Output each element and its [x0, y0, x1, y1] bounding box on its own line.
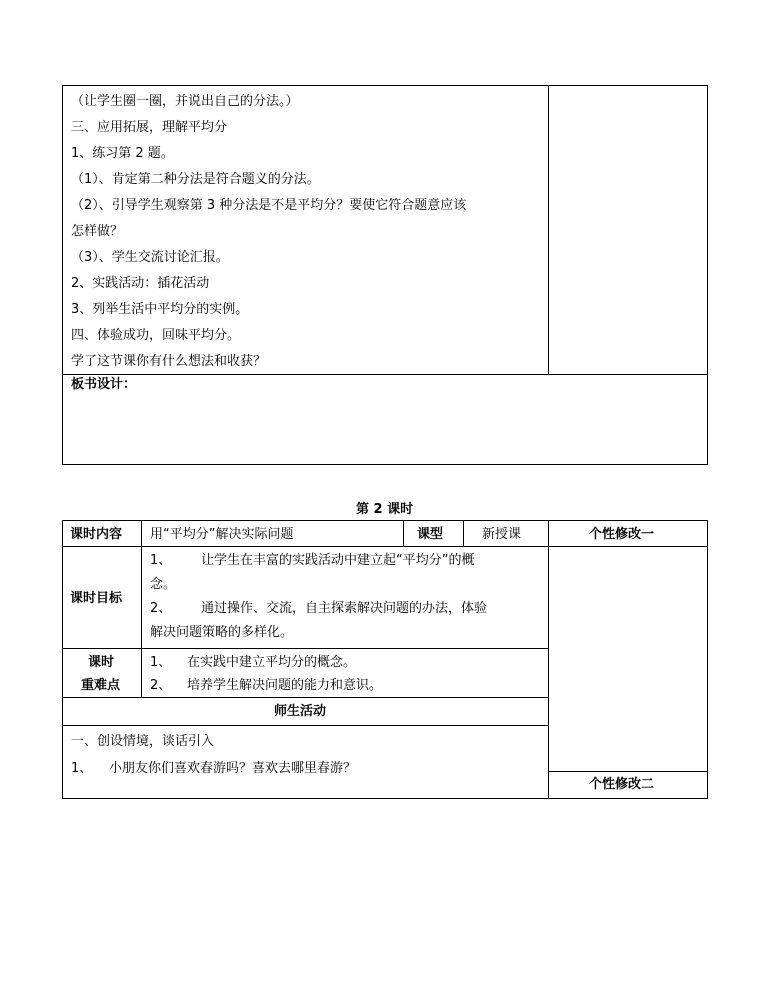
- key-2-text: 培养学生解决问题的能力和意识。: [187, 678, 383, 693]
- activity-item-num: 1、: [71, 761, 93, 776]
- section-title: 第 2 课时: [356, 502, 414, 517]
- text-line: （2）、引导学生观察第 3 种分法是不是平均分？要使它符合题意应该: [71, 198, 467, 213]
- board-design-label: 板书设计：: [71, 377, 137, 392]
- text-line: 3、列举生活中平均分的实例。: [71, 302, 249, 317]
- key-1-num: 1、: [150, 655, 172, 670]
- text-line: 三、应用拓展，理解平均分: [71, 120, 228, 135]
- key-points-label-1: 课时: [88, 655, 115, 670]
- key-2-num: 2、: [150, 678, 172, 693]
- goal-1-cont: 念。: [150, 577, 177, 592]
- text-line: 2、实践活动：插花活动: [71, 276, 210, 291]
- goal-2-num: 2、: [150, 601, 172, 616]
- personal-edit-2-label: 个性修改二: [589, 777, 655, 792]
- key-1-text: 在实践中建立平均分的概念。: [187, 655, 357, 670]
- activity-item-text: 小朋友你们喜欢春游吗？喜欢去哪里春游？: [109, 761, 357, 776]
- text-line: （3）、学生交流讨论汇报。: [71, 250, 229, 265]
- goal-1-text: 让学生在丰富的实践活动中建立起“平均分”的概: [201, 553, 475, 568]
- goal-1-num: 1、: [150, 553, 172, 568]
- text-line: 四、体验成功，回味平均分。: [71, 328, 241, 343]
- lesson-goal-label: 课时目标: [70, 591, 123, 606]
- goal-2-text: 通过操作、交流，自主探索解决问题的办法，体验: [201, 601, 488, 616]
- text-line: 1、练习第 2 题。: [71, 146, 174, 161]
- lesson-content-label: 课时内容: [70, 527, 123, 542]
- goal-2-cont: 解决问题策略的多样化。: [150, 625, 294, 640]
- lesson-type-label: 课型: [417, 527, 444, 542]
- lesson-type-value: 新授课: [482, 527, 522, 542]
- key-points-label-2: 重难点: [81, 678, 121, 693]
- text-line: 学了这节课你有什么想法和收获？: [71, 354, 267, 369]
- text-line: （让学生圈一圈，并说出自己的分法。）: [71, 94, 299, 109]
- text-line: （1）、肯定第二种分法是符合题义的分法。: [71, 172, 320, 187]
- personal-edit-1-label: 个性修改一: [589, 527, 655, 542]
- activity-label: 师生活动: [274, 704, 327, 719]
- text-line: 怎样做？: [71, 224, 124, 239]
- activity-line: 一、创设情境，谈话引入: [71, 734, 215, 749]
- lesson-content-value: 用“平均分”解决实际问题: [150, 527, 294, 542]
